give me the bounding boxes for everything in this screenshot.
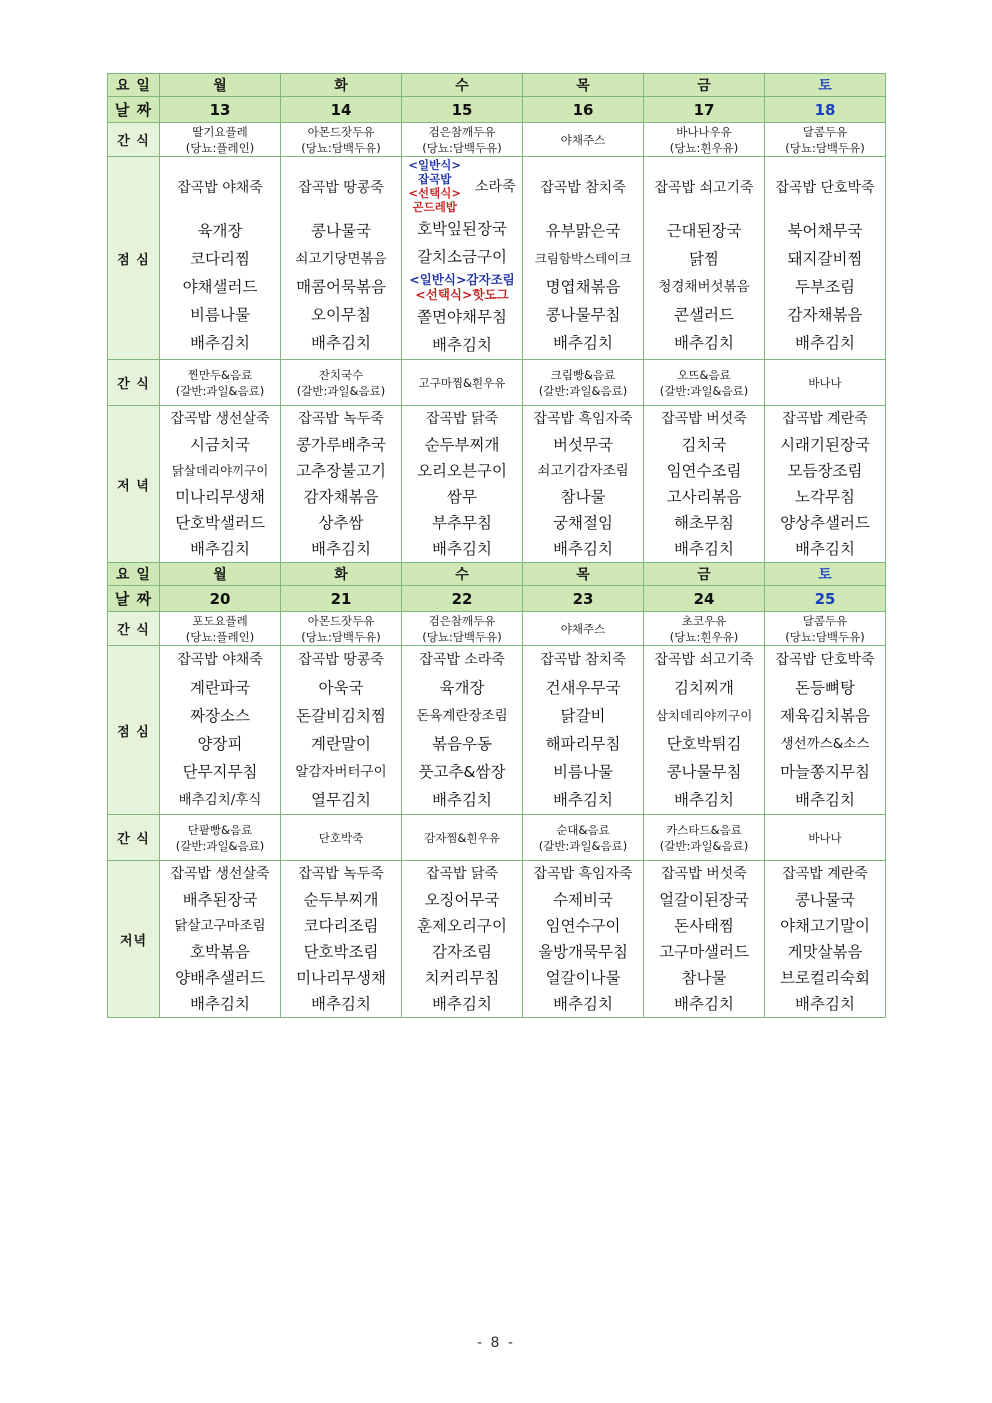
menu-item: 배추김치 — [674, 995, 734, 1013]
snack-diet-alt: (당뇨:담백두유) — [785, 629, 865, 644]
menu-item: 미나리무생채 — [175, 488, 265, 506]
menu-item: 근대된장국 — [666, 222, 742, 240]
menu-item: 생선까스&소스 — [780, 736, 870, 752]
menu-item: 해초무침 — [674, 514, 734, 532]
rice-porridge: 잡곡밥 야채죽 — [177, 180, 263, 196]
menu-item: 순두부찌개 — [424, 436, 500, 454]
menu-item: 배추김치 — [432, 336, 492, 354]
lunch-cell — [644, 646, 765, 815]
menu-item: 배추김치 — [674, 540, 734, 558]
lunch-cell — [402, 646, 523, 815]
snack-name: 야채주스 — [560, 621, 606, 636]
rice-porridge: 잡곡밥 녹두죽 — [298, 866, 384, 882]
snack-name: 포도요플레 — [192, 613, 248, 628]
rice-porridge: 잡곡밥 야채죽 — [177, 652, 263, 668]
date-cell: 18 — [765, 97, 886, 123]
snack-diet-alt: (갈반:과일&음료) — [659, 383, 749, 398]
menu-item: 돈갈비김치찜 — [296, 707, 386, 725]
am-snack-cell — [281, 612, 402, 646]
day-cell: 토 — [765, 74, 886, 97]
date-label: 날 짜 — [108, 97, 160, 123]
menu-item: 아욱국 — [318, 679, 364, 697]
snack-name: 딸기요플레 — [192, 124, 248, 139]
pm-snack-cell — [644, 360, 765, 406]
dinner-cell — [281, 861, 402, 1018]
rice-porridge: 잡곡밥 계란죽 — [782, 866, 868, 882]
menu-item: 배추김치 — [432, 540, 492, 558]
dinner-cell — [160, 406, 281, 563]
menu-item: 배추김치 — [674, 334, 734, 352]
rice-porridge: 잡곡밥 생선살죽 — [170, 866, 270, 882]
menu-item: 비름나물 — [190, 306, 250, 324]
rice-porridge: 잡곡밥 생선살죽 — [170, 411, 270, 427]
snack-name: 바나나 — [808, 375, 842, 390]
snack-diet-alt: (당뇨:담백두유) — [422, 140, 502, 155]
snack-name: 크림빵&음료 — [550, 367, 616, 382]
date-cell: 22 — [402, 586, 523, 612]
am-snack-cell — [523, 612, 644, 646]
menu-item: 돼지갈비찜 — [787, 250, 863, 268]
dinner-cell — [402, 406, 523, 563]
snack-name: 검은참깨두유 — [428, 124, 496, 139]
rice-porridge: 잡곡밥 땅콩죽 — [298, 180, 384, 196]
menu-item: 유부맑은국 — [545, 222, 621, 240]
menu-item: 얼갈이나물 — [545, 969, 621, 987]
menu-item: 배추김치 — [795, 334, 855, 352]
snack-diet-alt: (당뇨:담백두유) — [301, 140, 381, 155]
rice-porridge: 잡곡밥 참치죽 — [540, 180, 626, 196]
lunch-cell — [523, 646, 644, 815]
dinner-cell — [765, 406, 886, 563]
snack-name: 단팥빵&음료 — [187, 822, 253, 837]
day-cell: 수 — [402, 563, 523, 586]
day-cell: 목 — [523, 563, 644, 586]
snack-diet-alt: (갈반:과일&음료) — [296, 383, 386, 398]
menu-item: 돈사태찜 — [674, 917, 734, 935]
date-cell: 17 — [644, 97, 765, 123]
day-cell: 목 — [523, 74, 644, 97]
am-snack-cell — [281, 123, 402, 157]
menu-item: 돈육계란장조림 — [416, 708, 508, 724]
snack-name: 아몬드잣두유 — [307, 124, 375, 139]
dinner-label: 저 녁 — [108, 406, 160, 563]
date-cell: 21 — [281, 586, 402, 612]
lunch-cell — [281, 157, 402, 360]
menu-item: 양상추샐러드 — [780, 514, 870, 532]
day-cell: 화 — [281, 563, 402, 586]
menu-item: 미나리무생채 — [296, 969, 386, 987]
menu-item: 오징어무국 — [424, 891, 500, 909]
menu-item: 야채고기말이 — [780, 917, 870, 935]
am-snack-cell — [523, 123, 644, 157]
snack-diet-alt: (당뇨:플레인) — [185, 629, 255, 644]
lunch-cell — [765, 646, 886, 815]
pm-snack-cell — [160, 815, 281, 861]
menu-item: 노각무침 — [795, 488, 855, 506]
menu-item: 배추김치 — [553, 995, 613, 1013]
select-rice: 곤드레밥 — [412, 200, 457, 214]
menu-item: 배추김치 — [795, 540, 855, 558]
menu-item: 배추김치 — [190, 334, 250, 352]
am-snack-cell — [644, 123, 765, 157]
snack-name: 카스타드&음료 — [666, 822, 742, 837]
menu-item: 계란말이 — [311, 735, 371, 753]
menu-item: 임연수조림 — [666, 462, 742, 480]
day-cell: 금 — [644, 563, 765, 586]
normal-diet-tag: <일반식> — [408, 158, 462, 172]
snack-name: 달콤두유 — [802, 613, 848, 628]
dinner-label: 저녁 — [108, 861, 160, 1018]
menu-item: 닭갈비 — [560, 707, 606, 725]
pm-snack-row — [108, 815, 886, 861]
menu-item: 배추김치 — [190, 995, 250, 1013]
lunch-cell — [160, 646, 281, 815]
menu-item: 단무지무침 — [182, 763, 258, 781]
dinner-cell — [644, 861, 765, 1018]
rice-porridge: 잡곡밥 버섯죽 — [661, 866, 747, 882]
menu-item: 감자채볶음 — [303, 488, 379, 506]
menu-item: 명엽채볶음 — [545, 278, 621, 296]
menu-item: 울방개묵무침 — [538, 943, 628, 961]
menu-item: 쫄면야채무침 — [417, 308, 507, 326]
snack-name: 오뜨&음료 — [677, 367, 731, 382]
menu-item: 육개장 — [197, 222, 243, 240]
snack-diet-alt: (당뇨:플레인) — [185, 140, 255, 155]
pm-snack-row — [108, 360, 886, 406]
menu-item: 순두부찌개 — [303, 891, 379, 909]
am-snack-row — [108, 612, 886, 646]
rice-porridge: 잡곡밥 단호박죽 — [775, 180, 875, 196]
menu-item: 배추김치 — [795, 791, 855, 809]
date-cell: 14 — [281, 97, 402, 123]
snack-diet-alt: (당뇨:담백두유) — [422, 629, 502, 644]
menu-item: 열무김치 — [311, 791, 371, 809]
date-cell: 25 — [765, 586, 886, 612]
day-cell: 금 — [644, 74, 765, 97]
dinner-cell — [160, 861, 281, 1018]
pm-snack-cell — [160, 360, 281, 406]
snack-diet-alt: (당뇨:흰우유) — [669, 140, 739, 155]
snack-diet-alt: (당뇨:담백두유) — [301, 629, 381, 644]
rice-porridge: 잡곡밥 계란죽 — [782, 411, 868, 427]
menu-item: 비름나물 — [553, 763, 613, 781]
dinner-cell — [765, 861, 886, 1018]
select-diet-tag: <선택식> — [408, 186, 462, 200]
snack-diet-alt: (갈반:과일&음료) — [659, 838, 749, 853]
menu-item: 김치찌개 — [674, 679, 734, 697]
menu-item: 육개장 — [439, 679, 485, 697]
menu-item: 게맛살볶음 — [787, 943, 863, 961]
page-number: - 8 - — [477, 1335, 515, 1351]
day-cell: 수 — [402, 74, 523, 97]
dinner-cell — [402, 861, 523, 1018]
menu-item: 제육김치볶음 — [780, 707, 870, 725]
rice-porridge: 잡곡밥 단호박죽 — [775, 652, 875, 668]
menu-item: 단호박샐러드 — [175, 514, 265, 532]
menu-item: 볶음우동 — [432, 735, 492, 753]
lunch-rice-options — [402, 157, 522, 215]
menu-item: 배추김치 — [553, 334, 613, 352]
menu-item: 배추김치 — [190, 540, 250, 558]
menu-item: 양장피 — [197, 735, 243, 753]
rice-porridge: 잡곡밥 쇠고기죽 — [654, 180, 754, 196]
pm-snack-cell — [523, 360, 644, 406]
rice-porridge: 잡곡밥 땅콩죽 — [298, 652, 384, 668]
date-label: 날 짜 — [108, 586, 160, 612]
menu-item: 북어채무국 — [787, 222, 863, 240]
menu-item: 단호박튀김 — [666, 735, 742, 753]
day-row — [108, 74, 886, 97]
rice-porridge: 잡곡밥 닭죽 — [425, 866, 499, 882]
pm-snack-cell — [402, 815, 523, 861]
menu-item: 양배추샐러드 — [175, 969, 265, 987]
snack-diet-alt: (갈반:과일&음료) — [175, 838, 265, 853]
menu-item: 코다리조림 — [303, 917, 379, 935]
snack-name: 바나나우유 — [676, 124, 732, 139]
snack-name: 고구마찜&흰우유 — [418, 375, 506, 390]
dinner-cell — [523, 406, 644, 563]
menu-item: 배추김치 — [311, 995, 371, 1013]
menu-item: 삼치데리야끼구이 — [655, 708, 753, 723]
menu-item: 배추김치 — [432, 791, 492, 809]
menu-item: 오이무침 — [311, 306, 371, 324]
am-snack-cell — [765, 123, 886, 157]
menu-item: 수제비국 — [553, 891, 613, 909]
menu-item: 갈치소금구이 — [417, 248, 507, 266]
snack-label: 간 식 — [108, 612, 160, 646]
menu-item: 고구마샐러드 — [659, 943, 749, 961]
day-cell: 화 — [281, 74, 402, 97]
menu-item: 짜장소스 — [190, 707, 250, 725]
menu-item: 배추김치 — [795, 995, 855, 1013]
day-cell: 월 — [160, 74, 281, 97]
menu-item: 콩나물국 — [795, 891, 855, 909]
am-snack-cell — [402, 123, 523, 157]
lunch-cell — [281, 646, 402, 815]
menu-item: 해파리무침 — [545, 735, 621, 753]
lunch-cell — [402, 157, 523, 360]
menu-item: 브로컬리숙회 — [780, 969, 870, 987]
menu-item: 임연수구이 — [545, 917, 621, 935]
am-snack-row — [108, 123, 886, 157]
menu-item: 계란파국 — [190, 679, 250, 697]
side-options — [402, 271, 522, 303]
am-snack-cell — [402, 612, 523, 646]
date-cell: 15 — [402, 97, 523, 123]
pm-snack-cell — [281, 360, 402, 406]
menu-item: 닭살데리야끼구이 — [171, 463, 269, 478]
menu-item: 치커리무침 — [424, 969, 500, 987]
menu-item: 오리오븐구이 — [417, 462, 507, 480]
snack-name: 순대&음료 — [556, 822, 610, 837]
menu-item: 알감자버터구이 — [295, 764, 387, 780]
lunch-cell — [160, 157, 281, 360]
menu-item: 쇠고기감자조림 — [537, 463, 629, 479]
rice-porridge: 잡곡밥 버섯죽 — [661, 411, 747, 427]
am-snack-cell — [160, 612, 281, 646]
menu-item: 참나물 — [560, 488, 606, 506]
menu-item: 매콤어묵볶음 — [296, 278, 386, 296]
menu-item: 콩나물무침 — [666, 763, 742, 781]
rice-option-stack — [408, 158, 461, 214]
day-cell: 월 — [160, 563, 281, 586]
menu-item: 마늘쫑지무침 — [780, 763, 870, 781]
dinner-row — [108, 861, 886, 1018]
meal-table — [107, 73, 886, 1018]
snack-name: 검은참깨두유 — [428, 613, 496, 628]
menu-item: 두부조림 — [795, 278, 855, 296]
menu-item: 감자조림 — [432, 943, 492, 961]
rice-porridge: 잡곡밥 쇠고기죽 — [654, 652, 754, 668]
day-cell: 토 — [765, 563, 886, 586]
snack-name: 초코우유 — [681, 613, 727, 628]
menu-item: 모듬장조림 — [787, 462, 863, 480]
menu-item: 얼갈이된장국 — [659, 891, 749, 909]
snack-name: 바나나 — [808, 830, 842, 845]
snack-diet-alt: (갈반:과일&음료) — [538, 383, 628, 398]
side-normal: <일반식>감자조림 — [409, 272, 515, 287]
menu-item: 시금치국 — [190, 436, 250, 454]
menu-item: 배추된장국 — [182, 891, 258, 909]
lunch-label: 점 심 — [108, 157, 160, 360]
menu-item: 단호박조림 — [303, 943, 379, 961]
rice-porridge: 잡곡밥 참치죽 — [540, 652, 626, 668]
rice-porridge: 잡곡밥 녹두죽 — [298, 411, 384, 427]
date-cell: 16 — [523, 97, 644, 123]
dinner-cell — [523, 861, 644, 1018]
menu-item: 야채샐러드 — [182, 278, 258, 296]
pm-snack-cell — [765, 360, 886, 406]
pm-snack-cell — [765, 815, 886, 861]
menu-item: 버섯무국 — [553, 436, 613, 454]
date-cell: 23 — [523, 586, 644, 612]
lunch-label: 점 심 — [108, 646, 160, 815]
dinner-cell — [644, 406, 765, 563]
menu-item: 호박볶음 — [190, 943, 250, 961]
snack-name: 달콤두유 — [802, 124, 848, 139]
date-row — [108, 97, 886, 123]
day-label: 요 일 — [108, 563, 160, 586]
menu-item: 고사리볶음 — [666, 488, 742, 506]
am-snack-cell — [160, 123, 281, 157]
pm-snack-cell — [402, 360, 523, 406]
lunch-cell — [644, 157, 765, 360]
pm-snack-cell — [644, 815, 765, 861]
am-snack-cell — [765, 612, 886, 646]
lunch-row — [108, 646, 886, 815]
pm-snack-cell — [281, 815, 402, 861]
meal-table-body — [108, 74, 886, 1018]
lunch-cell — [523, 157, 644, 360]
menu-item: 배추김치 — [674, 791, 734, 809]
date-cell: 24 — [644, 586, 765, 612]
menu-item: 풋고추&쌈장 — [418, 763, 506, 781]
menu-item: 고추장불고기 — [296, 462, 386, 480]
snack-diet-alt: (당뇨:흰우유) — [669, 629, 739, 644]
snack-name: 감자찜&흰우유 — [424, 830, 500, 845]
side-select: <선택식>핫도그 — [415, 287, 509, 302]
day-row — [108, 563, 886, 586]
menu-item: 배추김치 — [553, 540, 613, 558]
snack-diet-alt: (갈반:과일&음료) — [538, 838, 628, 853]
menu-item: 건새우무국 — [545, 679, 621, 697]
rice-porridge: 잡곡밥 흑임자죽 — [533, 866, 633, 882]
normal-rice: 잡곡밥 — [418, 172, 452, 186]
menu-item: 감자채볶음 — [787, 306, 863, 324]
snack-label: 간 식 — [108, 815, 160, 861]
menu-item: 청경채버섯볶음 — [658, 279, 750, 295]
snack-name: 찐만두&음료 — [187, 367, 253, 382]
lunch-cell — [765, 157, 886, 360]
menu-item: 김치국 — [681, 436, 727, 454]
menu-item: 상추쌈 — [318, 514, 364, 532]
menu-item: 쌈무 — [447, 488, 477, 506]
menu-item: 시래기된장국 — [780, 436, 870, 454]
day-label: 요 일 — [108, 74, 160, 97]
rice-porridge: 잡곡밥 닭죽 — [425, 411, 499, 427]
date-cell: 20 — [160, 586, 281, 612]
menu-item: 콘샐러드 — [674, 306, 734, 324]
menu-item: 크림함박스테이크 — [534, 251, 632, 266]
snack-label: 간 식 — [108, 123, 160, 157]
menu-item: 훈제오리구이 — [417, 917, 507, 935]
date-cell: 13 — [160, 97, 281, 123]
dinner-cell — [281, 406, 402, 563]
snack-diet-alt: (갈반:과일&음료) — [175, 383, 265, 398]
menu-item: 궁채절임 — [553, 514, 613, 532]
menu-item: 배추김치/후식 — [178, 792, 262, 808]
snack-label: 간 식 — [108, 360, 160, 406]
snack-name: 아몬드잣두유 — [307, 613, 375, 628]
menu-item: 배추김치 — [311, 540, 371, 558]
pm-snack-cell — [523, 815, 644, 861]
menu-item: 코다리찜 — [190, 250, 250, 268]
snack-name: 야채주스 — [560, 132, 606, 147]
snack-diet-alt: (당뇨:담백두유) — [785, 140, 865, 155]
rice-porridge: 잡곡밥 흑임자죽 — [533, 411, 633, 427]
menu-item: 콩나물무침 — [545, 306, 621, 324]
menu-item: 호박잎된장국 — [417, 220, 507, 238]
dinner-row — [108, 406, 886, 563]
rice-porridge: 잡곡밥 소라죽 — [419, 652, 505, 668]
menu-item: 배추김치 — [553, 791, 613, 809]
menu-item: 돈등뼈탕 — [795, 679, 855, 697]
am-snack-cell — [644, 612, 765, 646]
menu-item: 콩나물국 — [311, 222, 371, 240]
menu-item: 닭살고구마조림 — [174, 918, 266, 934]
menu-item: 닭찜 — [689, 250, 719, 268]
snack-name: 잔치국수 — [318, 367, 364, 382]
menu-item: 부추무침 — [432, 514, 492, 532]
menu-item: 참나물 — [681, 969, 727, 987]
porridge: 소라죽 — [475, 179, 516, 195]
menu-item: 배추김치 — [432, 995, 492, 1013]
menu-item: 쇠고기당면볶음 — [295, 251, 387, 267]
snack-name: 단호박죽 — [318, 830, 364, 845]
menu-item: 콩가루배추국 — [296, 436, 386, 454]
menu-item: 배추김치 — [311, 334, 371, 352]
date-row — [108, 586, 886, 612]
lunch-row — [108, 157, 886, 360]
